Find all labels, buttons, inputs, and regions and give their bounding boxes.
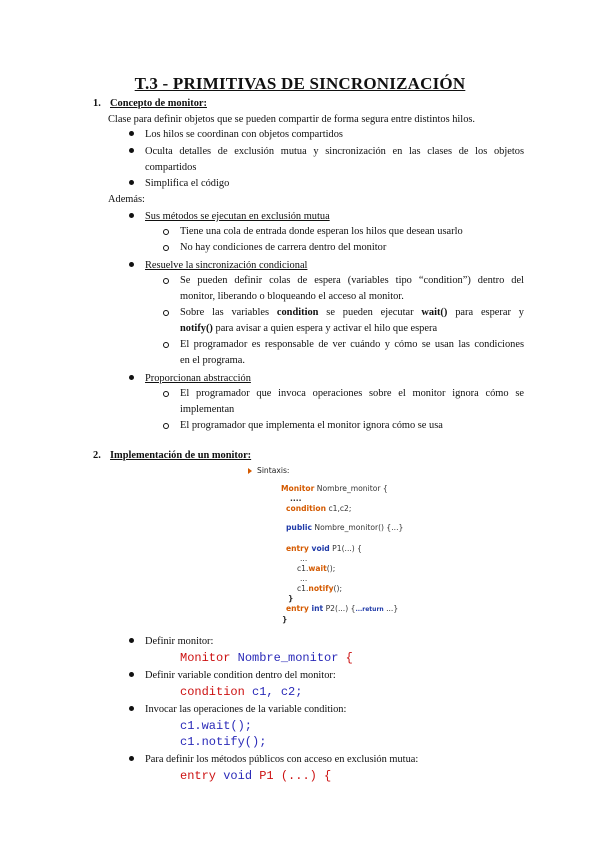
sub-bullet-circle [163,310,169,316]
bullet-text: Sus métodos se ejecutan en exclusión mutua [145,211,330,222]
section-1-intro: Clase para definir objetos que se pueden compartir de forma segura entre distintos hilos. [108,114,476,125]
code-line: c1.notify(); [180,735,267,749]
ademas-label: Además: [108,194,145,205]
sub-bullet-circle [163,342,169,348]
bullet-text: Invocar las operaciones de la variable condition: [145,704,347,715]
bullet-dot [129,756,134,761]
arrow-bullet-icon [248,468,252,474]
sub-bullet-text: Sobre las variables condition se pueden ejecutar wait() para esperar y [180,307,524,318]
snippet-line: public Nombre_monitor() {...} [286,523,404,532]
code-line: Monitor Nombre_monitor { [180,651,353,665]
section-2-heading: Implementación de un monitor: [110,450,252,461]
sub-bullet-circle [163,278,169,284]
bullet-dot [129,180,134,185]
sub-bullet-text: Se pueden definir colas de espera (variables tipo “condition”) dentro del [180,275,524,286]
snippet-line: condition c1,c2; [286,504,352,513]
sub-bullet-text: El programador que invoca operaciones sobre el monitor ignora cómo se [180,388,524,399]
sub-bullet-text: El programador que implementa el monitor ignora cómo se usa [180,420,443,431]
code-line: c1.wait(); [180,719,253,733]
bullet-text: Proporcionan abstracción [145,373,251,384]
bullet-dot [129,375,134,380]
sub-bullet-text: Tiene una cola de entrada donde esperan los hilos que desean usarlo [180,226,463,237]
sub-bullet-text-continued: monitor, liberando o bloqueando el acceso al monitor. [180,291,404,302]
sub-bullet-text: El programador es responsable de ver cuándo y cómo se usan las condiciones [180,339,524,350]
bullet-dot [129,672,134,677]
snippet-line: entry void P1(...) { [286,544,362,553]
bullet-text: Los hilos se coordinan con objetos compartidos [145,129,343,140]
snippet-line: Monitor Nombre_monitor { [281,484,388,493]
bullet-text: Para definir los métodos públicos con acceso en exclusión mutua: [145,754,419,765]
snippet-line: c1.wait(); [297,564,336,573]
sub-bullet-text: No hay condiciones de carrera dentro del monitor [180,242,387,253]
bullet-text: Simplifica el código [145,178,230,189]
sub-bullet-circle [163,245,169,251]
bullet-dot [129,131,134,136]
page-title: T.3 - PRIMITIVAS DE SINCRONIZACIÓN [134,74,466,93]
bullet-text-continued: compartidos [145,162,197,173]
bullet-dot [129,638,134,643]
sintaxis-label: Sintaxis: [257,466,290,475]
section-2-number: 2. [93,450,101,461]
snippet-line: entry int P2(...) {...return ...} [286,604,399,613]
code-line: condition c1, c2; [180,685,303,699]
bullet-dot [129,262,134,267]
sub-bullet-text-continued: implementan [180,404,235,415]
snippet-line: ... [300,554,308,563]
bullet-text: Oculta detalles de exclusión mutua y sincronización en las clases de los objetos [145,146,524,157]
bullet-dot [129,706,134,711]
bullet-text: Resuelve la sincronización condicional [145,260,308,271]
sub-bullet-text-continued: en el programa. [180,355,245,366]
code-line: entry void P1 (...) { [180,769,332,783]
bullet-dot [129,213,134,218]
sub-bullet-text-continued: notify() para avisar a quien espera y activar el hilo que espera [180,323,438,334]
section-1-heading: Concepto de monitor: [110,98,207,109]
snippet-line: } [282,615,288,624]
snippet-line: .... [290,494,302,503]
bullet-dot [129,148,134,153]
bullet-text: Definir monitor: [145,636,214,647]
sub-bullet-circle [163,391,169,397]
snippet-line: c1.notify(); [297,584,343,593]
section-1-number: 1. [93,98,101,109]
sub-bullet-circle [163,423,169,429]
snippet-line: } [288,594,294,603]
bullet-text: Definir variable condition dentro del monitor: [145,670,336,681]
sub-bullet-circle [163,229,169,235]
snippet-line: ... [300,574,308,583]
